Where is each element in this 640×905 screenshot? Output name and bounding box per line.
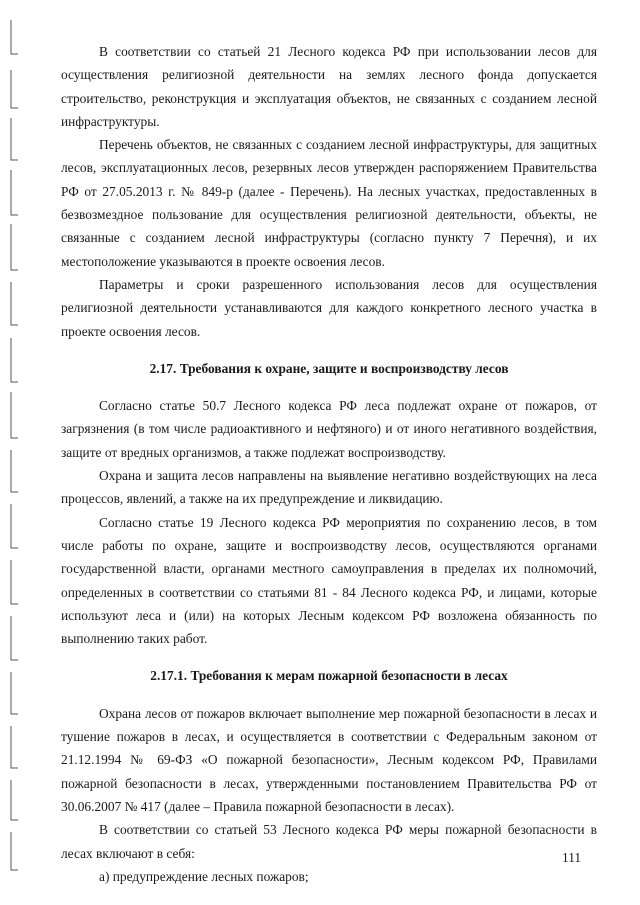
paragraph: Охрана лесов от пожаров включает выполнение мер пожарной безопасности в лесах и тушение пожаров в лесах, и осуществляется в соответствии с Федеральным законом от 21.12.1994 № 69-ФЗ «О пожарной безопасности», Лесным кодексом РФ, Правилами пожарной безопасности в лесах, утвержденными постановлением Правительства РФ от 30.06.2007 № 417 (далее – Правила пожарной безопасности в лесах).: [61, 705, 597, 814]
subsection-heading: 2.17.1. Требования к мерам пожарной безопасности в лесах: [150, 668, 508, 684]
paragraph: Согласно статье 19 Лесного кодекса РФ мероприятия по сохранению лесов, в том числе работы по охране, защите и воспроизводству лесов, осуществляются органами государственной власти, органами местного самоуправления в пределах их полномочий, определенных в соответствии со статьями 81 - 84 Лесного кодекса РФ, и лицами, которые используют леса и (или) на которых Лесным кодексом РФ возложена обязанность по выполнению таких работ.: [61, 514, 597, 647]
page-number: 111: [562, 850, 582, 865]
paragraph: В соответствии со статьей 21 Лесного кодекса РФ при использовании лесов для осуществления религиозной деятельности на землях лесного фонда допускается строительство, реконструкция и эксплуатация объектов, не связанных с созданием лесной инфраструктуры.: [61, 44, 597, 129]
binding-margin-marks: [8, 20, 22, 880]
paragraph: Параметры и сроки разрешенного использования лесов для осуществления религиозной деятельности устанавливаются для каждого конкретного лесного участка в проекте освоения лесов.: [61, 276, 597, 339]
paragraph: В соответствии со статьей 53 Лесного кодекса РФ меры пожарной безопасности в лесах включают в себя:: [61, 822, 597, 861]
paragraph: Охрана и защита лесов направлены на выявление негативно воздействующих на леса процессов, явлений, а также на их предупреждение и ликвидацию.: [61, 468, 597, 507]
section-heading: 2.17. Требования к охране, защите и воспроизводству лесов: [149, 360, 509, 376]
document-body: [61, 40, 597, 888]
list-item: а) предупреждение лесных пожаров;: [99, 868, 309, 884]
paragraph: Перечень объектов, не связанных с созданием лесной инфраструктуры, для защитных лесов, эксплуатационных лесов, резервных лесов утвержден распоряжением Правительства РФ от 27.05.2013 г. № 849-р (далее - Перечень). На лесных участках, предоставленных в безвозмездное пользование для осуществления религиозной деятельности, объекты, не связанные с созданием лесной инфраструктуры (согласно пункту 7 Перечня), и их местоположение указываются в проекте освоения лесов.: [61, 137, 597, 269]
paragraph: Согласно статье 50.7 Лесного кодекса РФ леса подлежат охране от пожаров, от загрязнения (в том числе радиоактивного и нефтяного) и от иного негативного воздействия, защите от вредных организмов, а также подлежат воспроизводству.: [61, 398, 597, 460]
